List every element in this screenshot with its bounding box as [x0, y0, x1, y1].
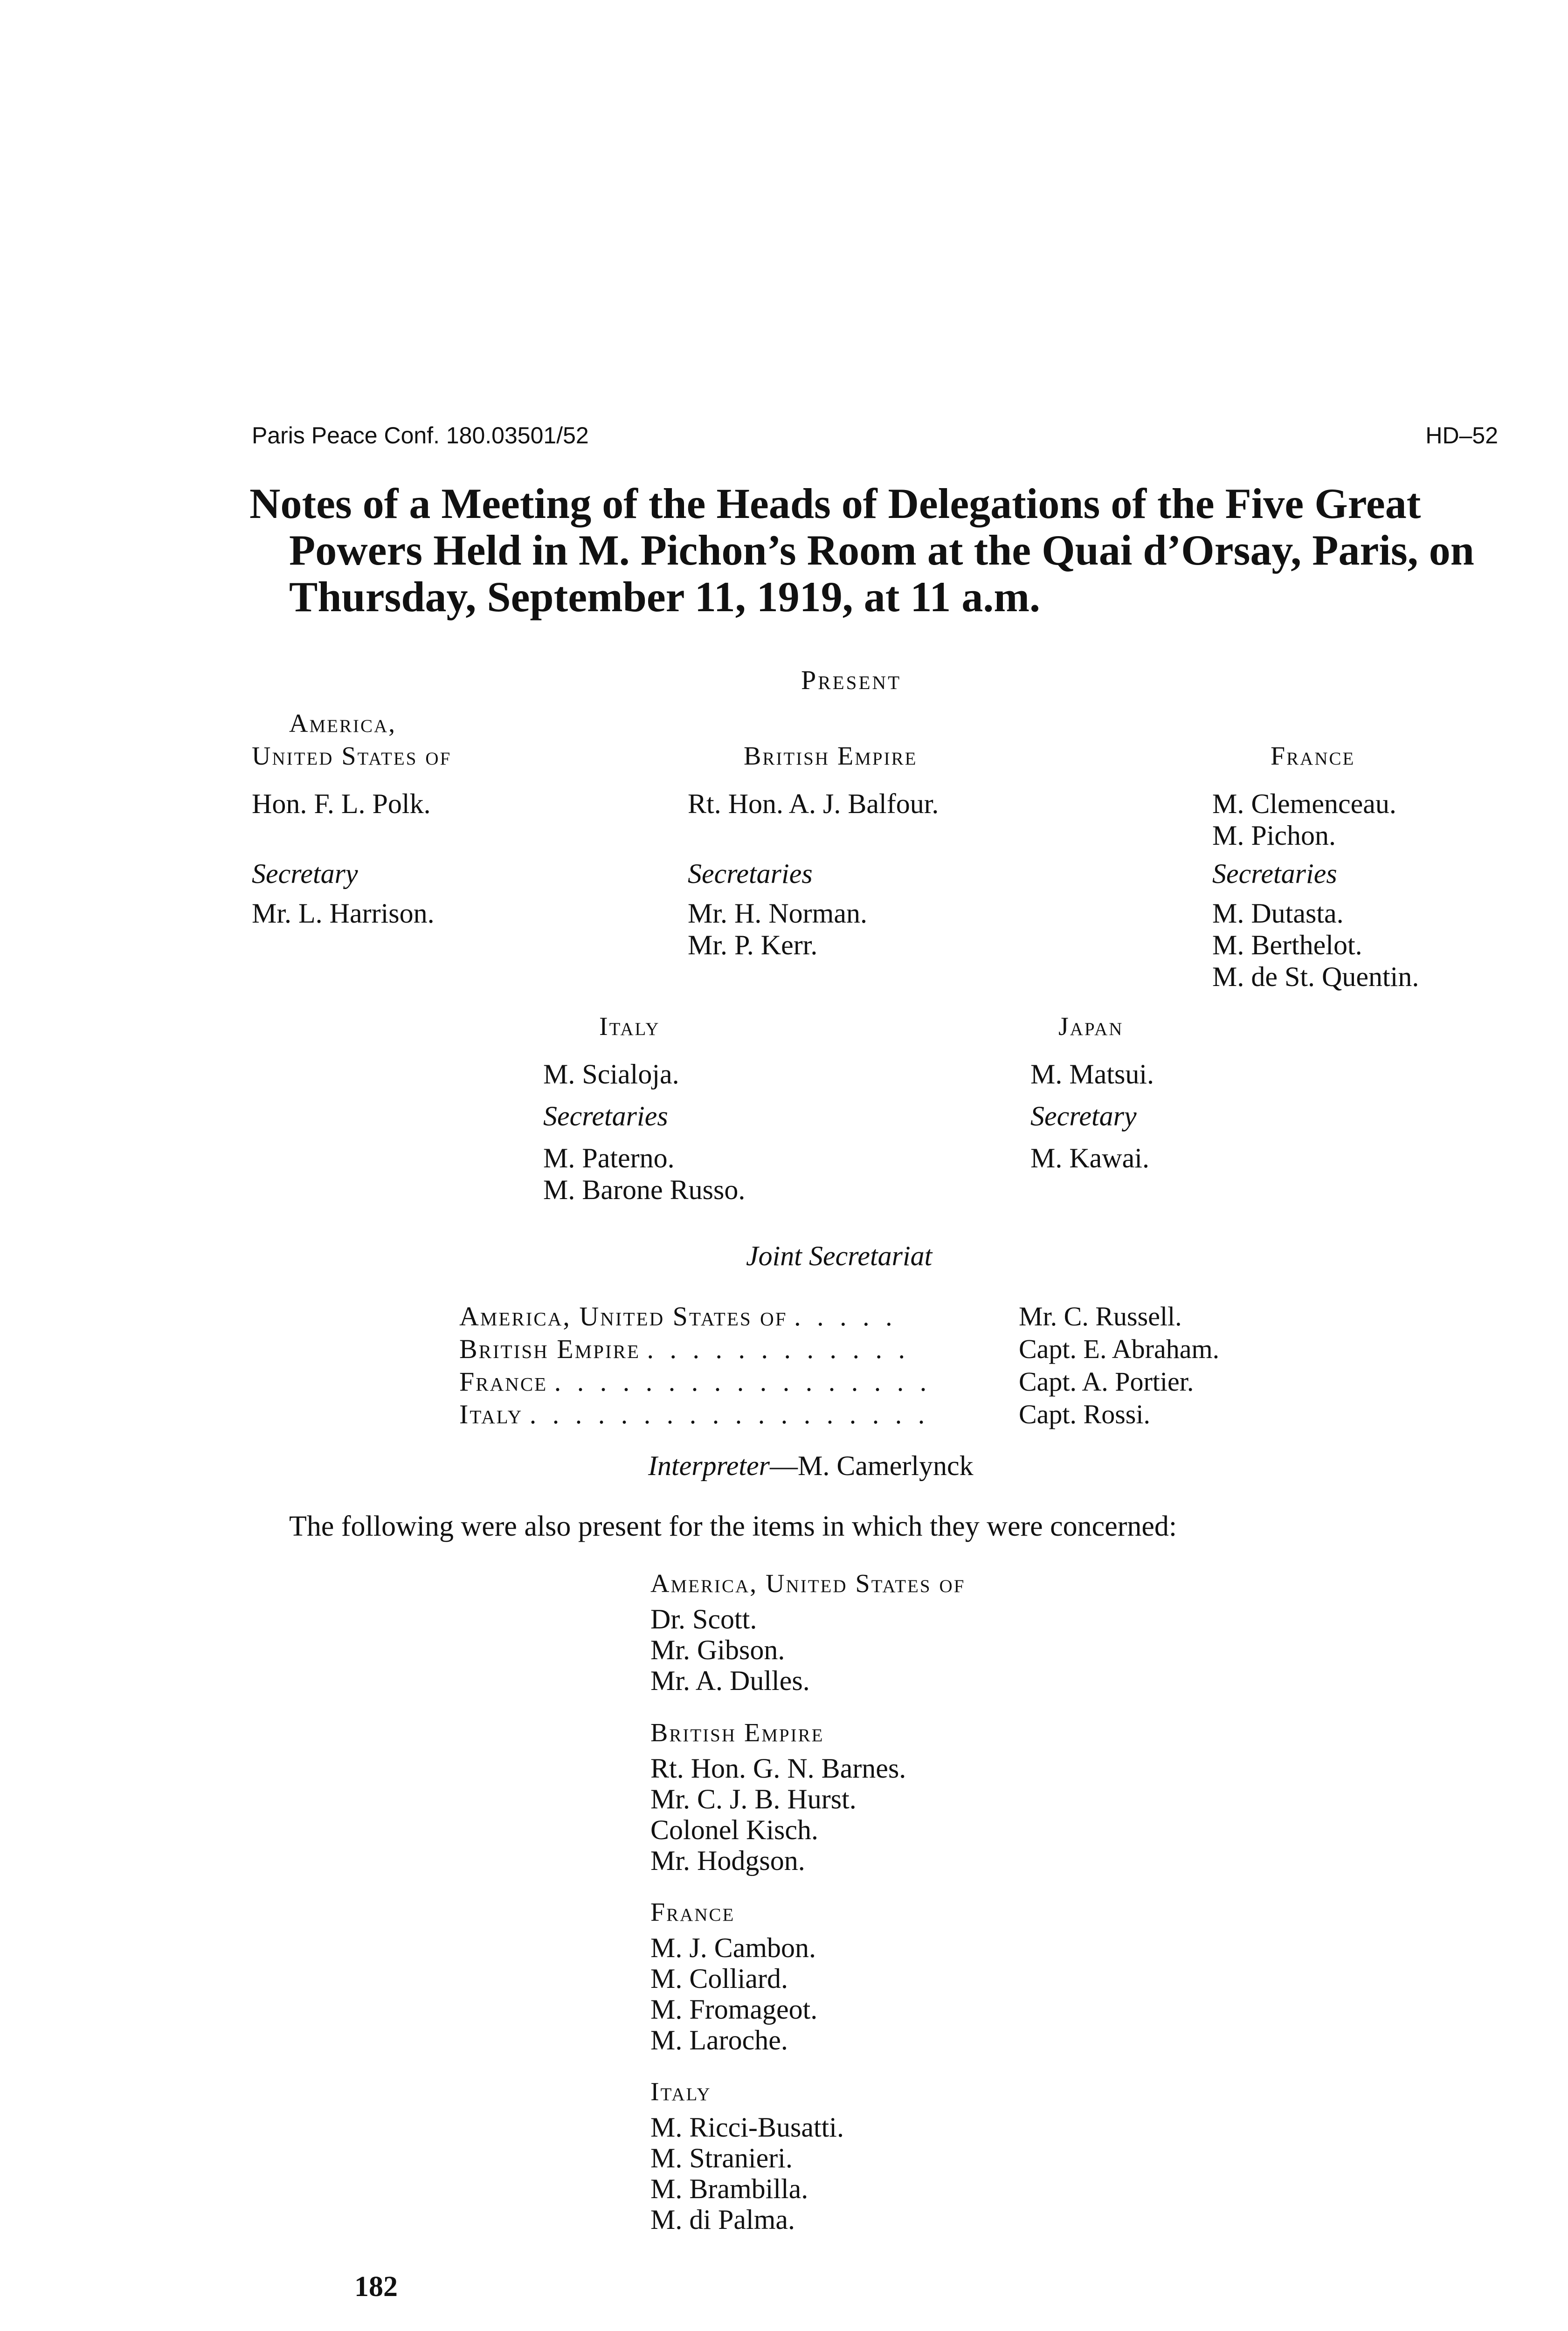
- british-secretary-1: Mr. H. Norman.: [688, 898, 867, 929]
- italy-secretary-label: Secretaries: [543, 1101, 668, 1131]
- italy-secretary-2: M. Barone Russo.: [543, 1174, 746, 1205]
- france-member-1: M. Clemenceau.: [1212, 788, 1396, 819]
- present-heading: Present: [801, 665, 902, 695]
- title-line-2: Powers Held in M. Pichon’s Room at the Quai d’Orsay, Paris, on: [289, 526, 1474, 574]
- joint-row-name: Capt. Rossi.: [1019, 1399, 1150, 1429]
- also-france-name: M. Laroche.: [650, 2025, 788, 2055]
- also-british-country: British Empire: [650, 1718, 824, 1747]
- also-british-name: Mr. Hodgson.: [650, 1845, 805, 1876]
- interpreter-label: Interpreter: [648, 1450, 770, 1481]
- also-france-country: France: [650, 1898, 735, 1927]
- joint-row-country: British Empire: [459, 1334, 641, 1364]
- british-secretary-label: Secretaries: [688, 858, 813, 889]
- british-member: Rt. Hon. A. J. Balfour.: [688, 788, 939, 819]
- also-italy-name: M. Ricci-Busatti.: [650, 2112, 844, 2143]
- japan-secretary: M. Kawai.: [1030, 1143, 1149, 1173]
- also-america-country: America, United States of: [650, 1569, 966, 1598]
- document-reference: Paris Peace Conf. 180.03501/52: [252, 422, 589, 448]
- title-line-3: Thursday, September 11, 1919, at 11 a.m.: [289, 573, 1040, 621]
- joint-row-leader-dots: . . . . . . . . . . . . . . . . . .: [529, 1399, 930, 1429]
- joint-row-name: Capt. E. Abraham.: [1019, 1334, 1220, 1364]
- also-france-name: M. Colliard.: [650, 1963, 788, 1994]
- france-secretary-3: M. de St. Quentin.: [1212, 961, 1419, 992]
- joint-row-name: Mr. C. Russell.: [1019, 1301, 1182, 1331]
- joint-row-leader-dots: . . . . . . . . . . . .: [647, 1334, 910, 1364]
- joint-row-country: America, United States of: [459, 1301, 787, 1331]
- interpreter-line: [648, 1450, 974, 1482]
- japan-country: Japan: [1058, 1012, 1124, 1041]
- italy-member: M. Scialoja.: [543, 1059, 679, 1090]
- joint-row-leader-dots: . . . . .: [794, 1301, 897, 1331]
- joint-row-leader-dots: . . . . . . . . . . . . . . . . .: [554, 1366, 932, 1397]
- also-british-name: Colonel Kisch.: [650, 1814, 818, 1845]
- british-secretary-2: Mr. P. Kerr.: [688, 930, 818, 960]
- france-secretary-2: M. Berthelot.: [1212, 930, 1362, 960]
- france-member-2: M. Pichon.: [1212, 820, 1336, 851]
- america-secretary: Mr. L. Harrison.: [252, 898, 435, 929]
- america-member: Hon. F. L. Polk.: [252, 788, 431, 819]
- japan-secretary-label: Secretary: [1030, 1101, 1137, 1131]
- joint-secretariat-row: [459, 1301, 1438, 1333]
- also-british-name: Mr. C. J. B. Hurst.: [650, 1784, 857, 1814]
- interpreter-name: —M. Camerlynck: [770, 1450, 974, 1481]
- america-country-line-1: America,: [289, 709, 397, 738]
- also-italy-country: Italy: [650, 2077, 711, 2106]
- joint-secretariat-row: [459, 1366, 1438, 1399]
- also-america-name: Mr. Gibson.: [650, 1634, 785, 1665]
- france-country: France: [1271, 742, 1355, 771]
- also-british-name: Rt. Hon. G. N. Barnes.: [650, 1753, 906, 1784]
- france-secretary-label: Secretaries: [1212, 858, 1337, 889]
- joint-row-name: Capt. A. Portier.: [1019, 1366, 1194, 1397]
- joint-secretariat-row: [459, 1333, 1438, 1366]
- also-france-name: M. J. Cambon.: [650, 1932, 816, 1963]
- also-italy-name: M. Brambilla.: [650, 2173, 808, 2204]
- title-line-1: Notes of a Meeting of the Heads of Delegations of the Five Great: [249, 480, 1421, 527]
- document-id: HD–52: [1425, 422, 1498, 448]
- joint-secretariat-row: [459, 1399, 1438, 1431]
- also-italy-name: M. di Palma.: [650, 2204, 795, 2235]
- america-secretary-label: Secretary: [252, 858, 358, 889]
- america-country-line-2: United States of: [252, 742, 452, 771]
- also-italy-name: M. Stranieri.: [650, 2143, 793, 2173]
- page-number: 182: [354, 2271, 398, 2303]
- also-america-name: Dr. Scott.: [650, 1604, 757, 1634]
- italy-secretary-1: M. Paterno.: [543, 1143, 675, 1173]
- also-america-name: Mr. A. Dulles.: [650, 1665, 810, 1696]
- joint-secretariat-heading: Joint Secretariat: [746, 1241, 933, 1271]
- also-france-name: M. Fromageot.: [650, 1994, 818, 2025]
- also-present-intro: The following were also present for the items in which they were concerned:: [289, 1510, 1177, 1542]
- japan-member: M. Matsui.: [1030, 1059, 1154, 1090]
- joint-row-country: Italy: [459, 1399, 523, 1429]
- france-secretary-1: M. Dutasta.: [1212, 898, 1344, 929]
- italy-country: Italy: [599, 1012, 660, 1041]
- joint-row-country: France: [459, 1366, 548, 1397]
- british-country: British Empire: [744, 742, 918, 771]
